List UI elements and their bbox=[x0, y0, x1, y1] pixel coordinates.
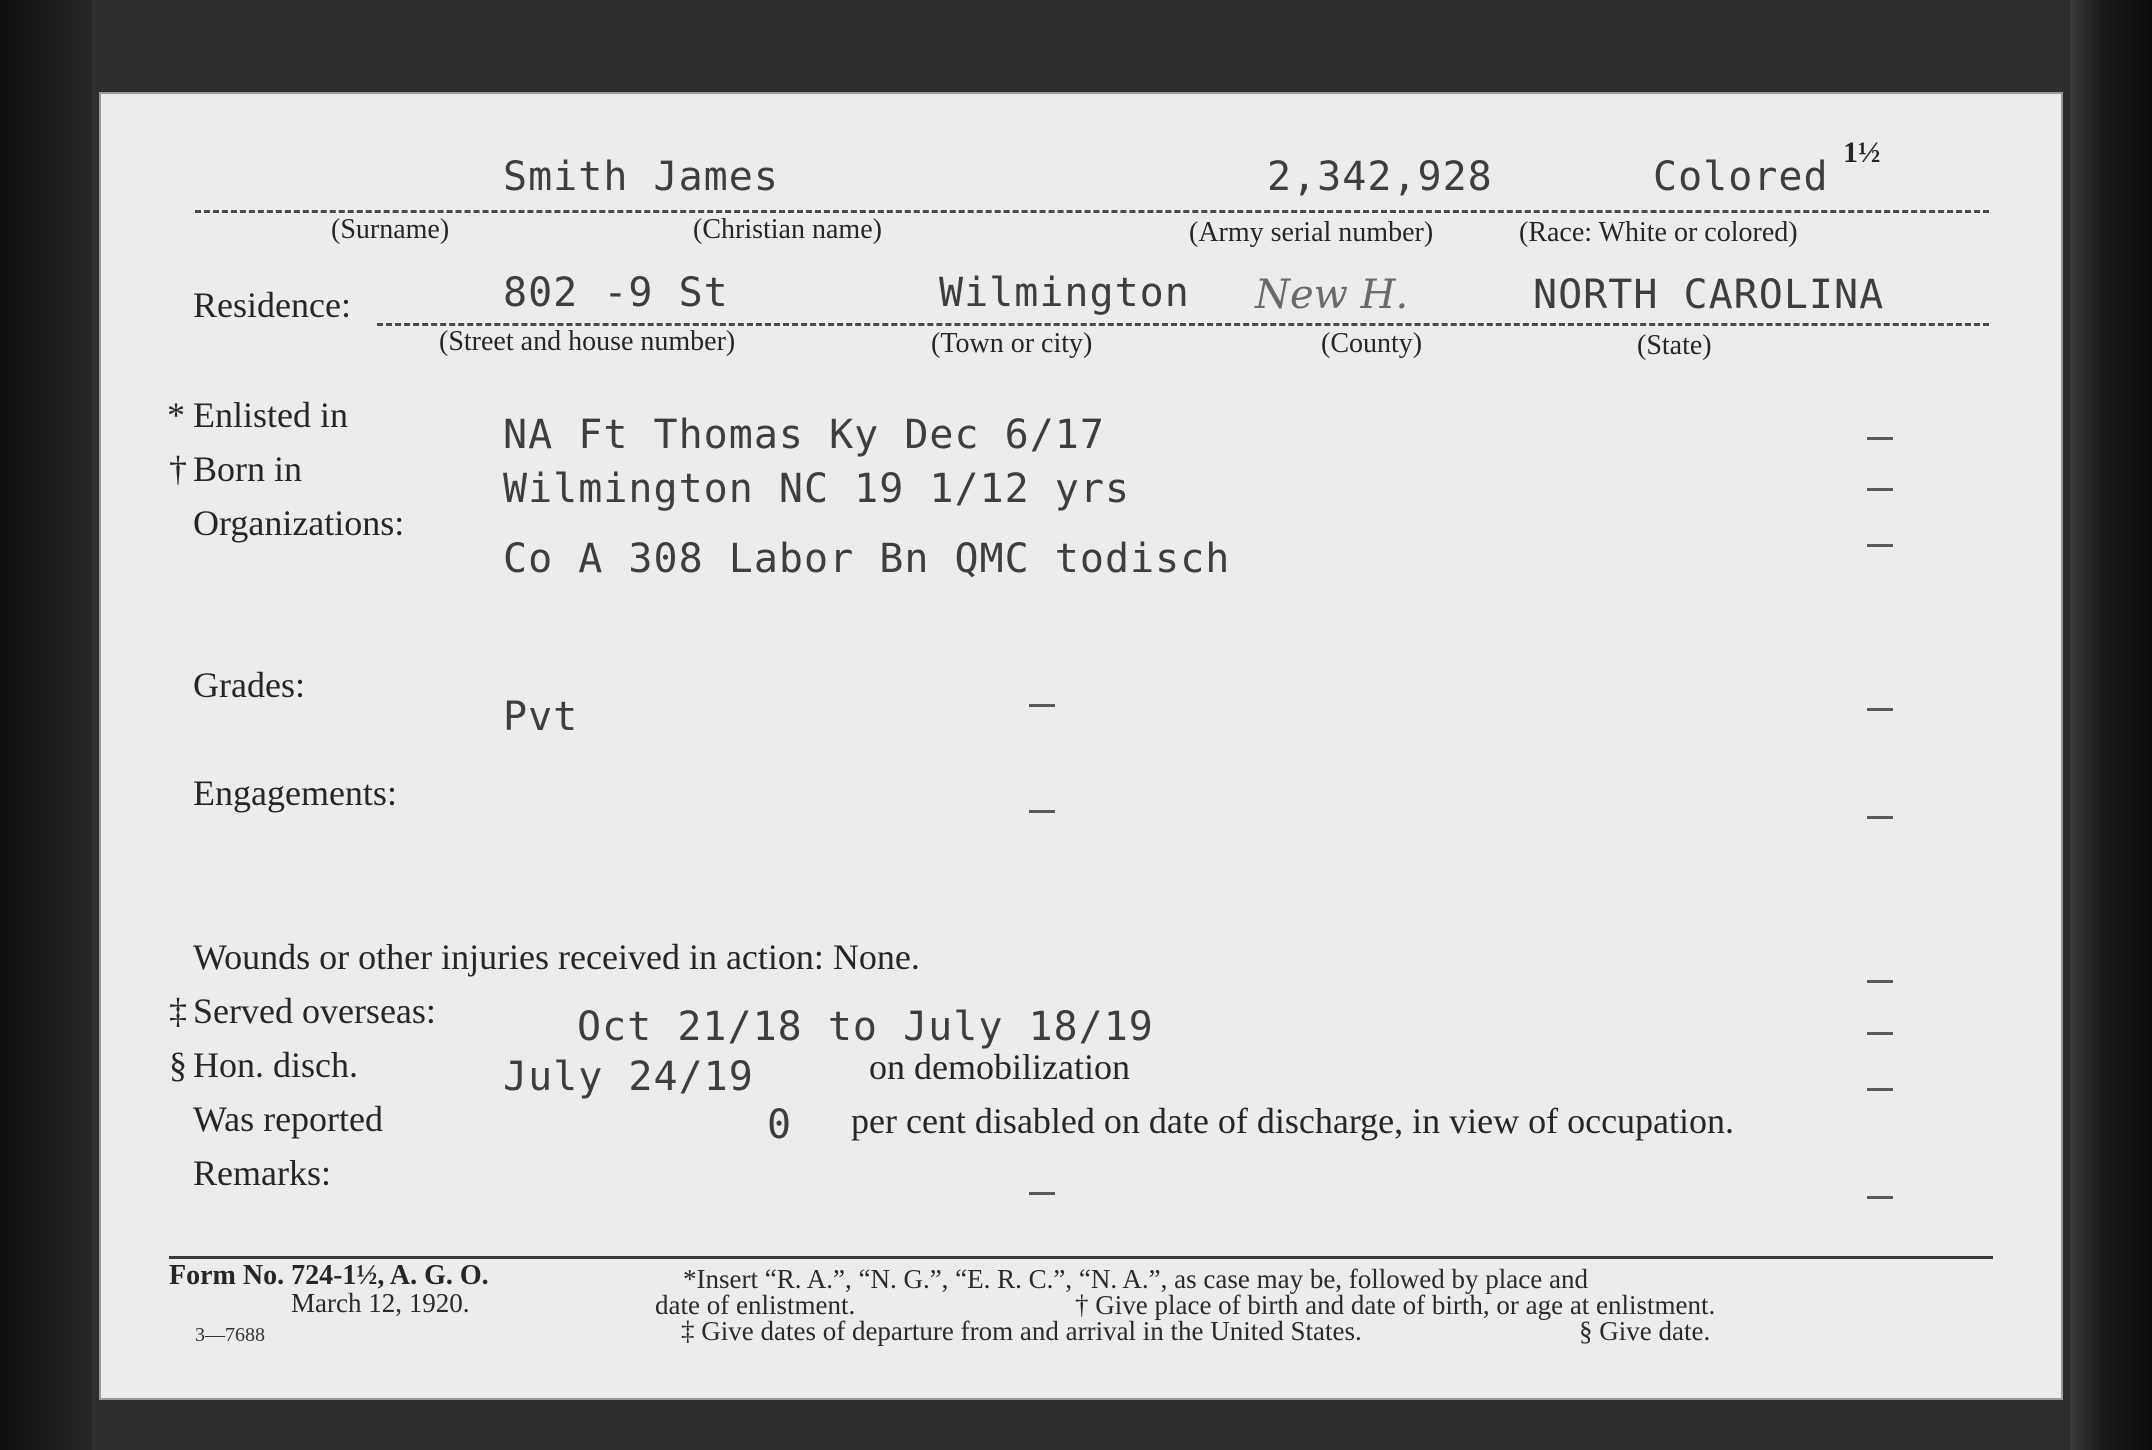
margin-dash bbox=[1867, 1088, 1893, 1091]
reported-label: Was reported bbox=[193, 1099, 384, 1139]
scan-border-left bbox=[0, 0, 92, 1450]
caption-state: (State) bbox=[1637, 330, 1712, 361]
typed-hon-disch: July 24/19 bbox=[503, 1054, 754, 1100]
mid-dash bbox=[1029, 704, 1055, 707]
typed-overseas: Oct 21/18 to July 18/19 bbox=[577, 1004, 1154, 1050]
typed-street: 802 -9 St bbox=[503, 270, 729, 316]
residence-label: Residence: bbox=[193, 285, 351, 325]
enlisted-label: Enlisted in bbox=[193, 395, 348, 435]
overseas-label: Served overseas: bbox=[193, 991, 436, 1031]
footnote-enlistment: date of enlistment. bbox=[655, 1290, 856, 1320]
margin-dash bbox=[1867, 437, 1893, 440]
typed-serial: 2,342,928 bbox=[1267, 154, 1493, 200]
typed-race: Colored bbox=[1653, 154, 1829, 200]
engagements-label: Engagements: bbox=[193, 773, 397, 813]
form-number: Form No. 724-1½, A. G. O. bbox=[169, 1260, 489, 1291]
born-mark: † bbox=[169, 449, 187, 489]
name-line bbox=[195, 210, 1989, 213]
caption-christian-name: (Christian name) bbox=[693, 214, 882, 245]
typed-state: NORTH CAROLINA bbox=[1533, 272, 1885, 318]
margin-dash bbox=[1867, 1032, 1893, 1035]
typed-born: Wilmington NC 19 1/12 yrs bbox=[503, 466, 1131, 512]
remarks-label: Remarks: bbox=[193, 1153, 331, 1193]
typed-percent: 0 bbox=[767, 1102, 793, 1148]
typed-name: Smith James bbox=[503, 154, 779, 200]
form-date: March 12, 1920. bbox=[291, 1288, 470, 1318]
footnote-birth: † Give place of birth and date of birth, or age at enlistment. bbox=[1075, 1290, 1716, 1320]
corner-mark: 1½ bbox=[1843, 136, 1881, 169]
footnote-insert: *Insert “R. A.”, “N. G.”, “E. R. C.”, “N. A.”, as case may be, followed by place and bbox=[683, 1264, 1588, 1294]
margin-dash bbox=[1867, 708, 1893, 711]
caption-street: (Street and house number) bbox=[439, 326, 736, 357]
born-label: Born in bbox=[193, 449, 303, 489]
hon-disch-mark: § bbox=[169, 1045, 187, 1085]
mid-dash bbox=[1029, 1192, 1055, 1195]
margin-dash bbox=[1867, 980, 1893, 983]
margin-dash bbox=[1867, 488, 1893, 491]
disabled-text: per cent disabled on date of discharge, in view of occupation. bbox=[851, 1101, 1735, 1141]
footnote-discharge: § Give date. bbox=[1579, 1316, 1711, 1346]
handwritten-county: New H. bbox=[1255, 272, 1409, 318]
print-code: 3—7688 bbox=[195, 1324, 265, 1346]
wounds-label: Wounds or other injuries received in action: None. bbox=[193, 937, 920, 977]
service-record-card bbox=[99, 92, 2063, 1400]
caption-town: (Town or city) bbox=[931, 328, 1093, 359]
grades-label: Grades: bbox=[193, 665, 305, 705]
footnote-overseas: ‡ Give dates of departure from and arrival in the United States. bbox=[681, 1316, 1362, 1346]
typed-grades: Pvt bbox=[503, 694, 579, 740]
typed-organizations: Co A 308 Labor Bn QMC todisch bbox=[503, 536, 1231, 582]
enlisted-mark: * bbox=[167, 395, 185, 435]
caption-serial: (Army serial number) bbox=[1189, 217, 1434, 248]
caption-county: (County) bbox=[1321, 328, 1423, 359]
caption-race: (Race: White or colored) bbox=[1519, 217, 1798, 248]
footer-rule bbox=[169, 1256, 1993, 1259]
organizations-label: Organizations: bbox=[193, 503, 405, 543]
typed-enlisted: NA Ft Thomas Ky Dec 6/17 bbox=[503, 412, 1105, 458]
typed-town: Wilmington bbox=[939, 270, 1190, 316]
margin-dash bbox=[1867, 816, 1893, 819]
margin-dash bbox=[1867, 544, 1893, 547]
mid-dash bbox=[1029, 810, 1055, 813]
margin-dash bbox=[1867, 1196, 1893, 1199]
hon-disch-label: Hon. disch. bbox=[193, 1045, 358, 1085]
demobilization-text: on demobilization bbox=[869, 1047, 1130, 1087]
scan-border-right bbox=[2070, 0, 2152, 1450]
caption-surname: (Surname) bbox=[331, 214, 450, 245]
overseas-mark: ‡ bbox=[169, 991, 187, 1031]
